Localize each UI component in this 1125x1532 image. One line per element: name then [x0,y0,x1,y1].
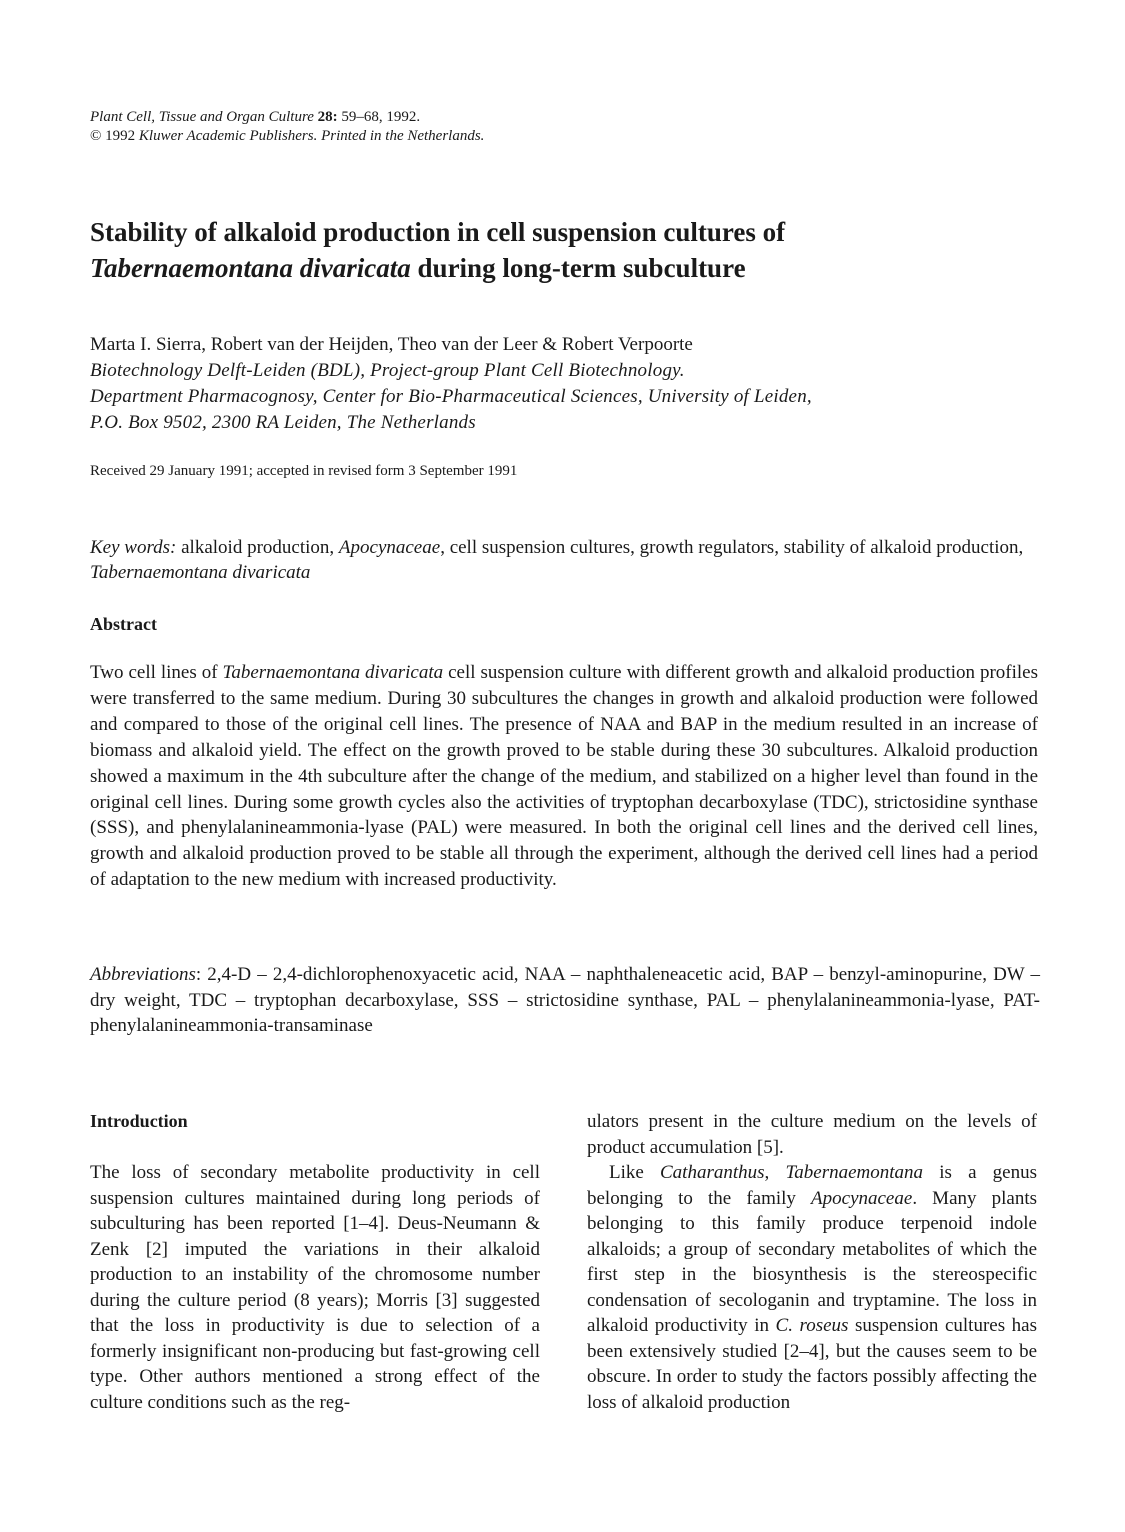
abstract-intro: Two cell lines of [90,662,223,683]
keywords-text-1: alkaloid production, [176,537,339,558]
journal-line-2 [90,127,484,146]
affiliation-1: Biotechnology Delft-Leiden (BDL), Project-group Plant Cell Biotechnology. [90,360,685,381]
title-rest: during long-term subculture [410,253,746,283]
abstract-body [90,660,1038,893]
intro-p2-text-a: Like [609,1162,660,1183]
intro-p2-text-d: . Many plants belonging to this family produce terpenoid indole alkaloids; a group of secondary metabolites of which the first step in the biosynthesis is the stereospecific condensation of secologanin and tryptamine. The loss in alkaloid productivity in [587,1187,1037,1336]
introduction-left-column [90,1160,540,1415]
received-dates: Received 29 January 1991; accepted in revised form 3 September 1991 [90,463,518,479]
author-names: Marta I. Sierra, Robert van der Heijden, Theo van der Leer & Robert Verpoorte [90,334,693,355]
journal-citation [90,108,484,146]
abbreviations-text: : 2,4-D – 2,4-dichlorophenoxyacetic acid, NAA – naphthaleneacetic acid, BAP – benzyl-aminopurine, DW – dry weight, TDC – tryptophan decarboxylase, SSS – strictosidine synthase, PAL – phenylalanineammonia-lyase, PAT-phenylalanineammonia-transaminase [90,964,1040,1036]
title-line-1: Stability of alkaloid production in cell suspension cultures of [90,217,786,247]
copyright-icon: © [90,128,102,144]
abstract-species: Tabernaemontana divaricata [222,662,444,683]
keywords-label: Key words: [90,537,177,558]
keywords-text-2: , cell suspension cultures, growth regulators, stability of alkaloid production, [440,537,1024,558]
paper-title [90,214,1050,286]
intro-p2-text-c: is a genus belonging to the family [587,1162,1037,1209]
author-block [90,332,812,436]
intro-paragraph-1: The loss of secondary metabolite productivity in cell suspension cultures maintained during long periods of subculturing has been reported [1–4]. Deus-Neumann & Zenk [2] imputed the variations in their alkaloid production to an instability of the chromosome number during the culture period (8 years); Morris [3] suggested that the loss in productivity is due to selection of a formerly insignificant non-producing but fast-growing cell type. Other authors mentioned a strong effect of the culture conditions such as the reg- [90,1162,540,1413]
intro-p2-text-b: , [764,1162,786,1183]
abstract-heading: Abstract [90,614,157,634]
journal-pages: 59–68, 1992. [341,109,421,125]
intro-p2-text-e: suspension cultures has been extensively studied [2–4], but the causes seem to be obscure. In order to study the factors possibly affecting the loss of alkaloid production [587,1315,1038,1413]
abbreviations [90,962,1040,1039]
intro-p2-c-roseus: C. roseus [775,1315,849,1336]
affiliation-2: Department Pharmacognosy, Center for Bio-Pharmaceutical Sciences, University of Leiden, [90,386,812,407]
keywords-species: Tabernaemontana divaricata [90,562,311,583]
journal-volume: 28: [317,109,338,125]
journal-line-1 [90,108,484,127]
abstract-text: cell suspension culture with different growth and alkaloid production profiles were transferred to the same medium. During 30 subcultures the changes in growth and alkaloid production were followed and compared to those of the original cell lines. The presence of NAA and BAP in the medium resulted in an increase of biomass and alkaloid yield. The effect on the growth proved to be stable during these 30 subcultures. Alkaloid production showed a maximum in the 4th subculture after the change of the medium, and stabilized on a higher level than found in the original cell lines. During some growth cycles also the activities of tryptophan decarboxylase (TDC), strictosidine synthase (SSS), and phenylalanineammonia-lyase (PAL) were measured. In both the original cell lines and the derived cell lines, growth and alkaloid production proved to be stable all through the experiment, although the derived cell lines had a period of adaptation to the new medium with increased productivity. [90,662,1039,891]
title-line-2 [90,250,1050,286]
intro-p2-catharanthus: Catharanthus [660,1162,765,1183]
introduction-heading: Introduction [90,1111,188,1131]
keywords-apocynaceae: Apocynaceae [338,537,441,558]
intro-p2-tabernaemontana: Tabernaemontana [785,1162,924,1183]
abbreviations-label: Abbreviations [90,964,196,985]
introduction-right-column [587,1109,1037,1415]
intro-p2-apocynaceae: Apocynaceae [811,1187,913,1209]
affiliation-3: P.O. Box 9502, 2300 RA Leiden, The Netherlands [90,412,476,433]
intro-paragraph-continued: ulators present in the culture medium on the levels of product accumulation [5]. [587,1111,1037,1158]
journal-name: Plant Cell, Tissue and Organ Culture [90,109,314,125]
keywords [90,535,1040,585]
intro-paragraph-2 [587,1160,1037,1415]
copyright-year: 1992 [105,128,136,144]
publisher: Kluwer Academic Publishers. Printed in the Netherlands. [138,128,485,144]
title-species: Tabernaemontana divaricata [90,253,411,283]
